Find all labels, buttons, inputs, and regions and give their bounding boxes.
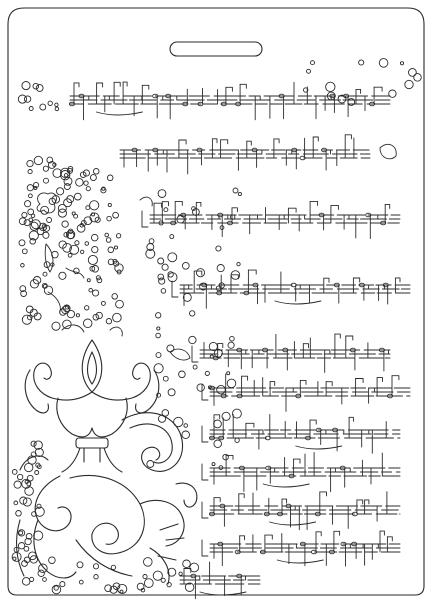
music-staff xyxy=(202,492,400,530)
dot xyxy=(59,272,66,279)
dot xyxy=(112,294,118,300)
dot xyxy=(23,498,31,506)
dot xyxy=(193,365,197,369)
dot xyxy=(62,221,68,227)
dot xyxy=(144,558,153,567)
dot xyxy=(28,170,32,174)
dot xyxy=(106,319,111,324)
dot xyxy=(161,578,165,582)
dot xyxy=(205,371,209,375)
dot xyxy=(111,565,115,569)
dot xyxy=(238,192,241,195)
dot xyxy=(179,572,182,575)
dot xyxy=(237,262,240,265)
dot xyxy=(116,234,120,238)
dot xyxy=(143,575,147,579)
dot xyxy=(63,320,72,329)
dot xyxy=(85,242,89,246)
dot xyxy=(167,582,171,586)
dot xyxy=(88,255,97,264)
music-staff xyxy=(142,201,400,238)
dot xyxy=(409,69,417,77)
dot xyxy=(182,431,190,439)
dot xyxy=(89,288,93,292)
dot xyxy=(414,74,422,82)
dot xyxy=(44,286,52,294)
hanging-slot xyxy=(170,42,262,56)
music-staff xyxy=(202,531,400,566)
dot xyxy=(137,583,144,590)
dot xyxy=(19,218,26,225)
dot xyxy=(38,570,44,576)
dot xyxy=(232,409,241,418)
dot xyxy=(85,306,89,310)
music-staff xyxy=(69,82,390,120)
music-staff xyxy=(172,270,410,308)
dot xyxy=(76,179,84,187)
fleur-de-lis-ornament xyxy=(25,340,159,472)
dot xyxy=(108,203,111,206)
dot xyxy=(219,283,224,288)
dot xyxy=(58,209,66,217)
dot xyxy=(13,557,16,560)
dot xyxy=(197,384,204,391)
dot xyxy=(16,511,22,517)
dot xyxy=(311,61,315,65)
music-staff xyxy=(120,135,370,174)
dot xyxy=(97,278,102,283)
dot xyxy=(216,246,221,251)
dot xyxy=(40,104,46,110)
dot xyxy=(43,166,48,171)
dot xyxy=(33,83,39,89)
dot xyxy=(156,333,161,338)
dot xyxy=(307,69,311,73)
dot xyxy=(48,101,52,105)
dot xyxy=(156,313,161,318)
dot xyxy=(87,279,90,282)
dot xyxy=(18,95,26,103)
dot xyxy=(76,314,79,317)
dot xyxy=(27,160,33,166)
dot xyxy=(52,322,60,330)
dot xyxy=(113,313,122,322)
dot xyxy=(162,264,168,270)
dot xyxy=(405,80,413,88)
dot xyxy=(43,272,47,276)
dot xyxy=(34,156,42,164)
dot xyxy=(91,234,98,241)
dot xyxy=(120,590,123,593)
dot xyxy=(90,201,99,210)
dot xyxy=(47,218,52,223)
dot xyxy=(190,311,195,316)
dot xyxy=(29,107,33,111)
dot xyxy=(75,241,79,245)
dot xyxy=(43,578,47,582)
dot xyxy=(94,575,98,579)
dot xyxy=(167,345,174,352)
dot xyxy=(400,62,403,65)
dot xyxy=(22,578,30,586)
dot xyxy=(228,342,234,348)
dot xyxy=(168,389,175,396)
dot xyxy=(379,59,388,68)
dot xyxy=(113,212,119,218)
dot xyxy=(158,258,164,264)
dot xyxy=(115,264,123,272)
dot xyxy=(106,238,111,243)
dot xyxy=(31,220,40,229)
dot xyxy=(68,253,72,257)
dot xyxy=(170,235,174,239)
dot xyxy=(107,216,112,221)
dot xyxy=(74,193,81,200)
dot xyxy=(77,562,83,568)
dot xyxy=(55,107,59,111)
dot xyxy=(25,463,33,471)
dot xyxy=(64,184,70,190)
dot xyxy=(54,586,58,590)
dot xyxy=(101,301,105,305)
dot xyxy=(19,531,23,535)
dot xyxy=(29,194,33,198)
dot xyxy=(52,585,61,594)
dot xyxy=(174,417,183,426)
dot xyxy=(147,461,154,468)
dot xyxy=(189,336,196,343)
dot xyxy=(157,327,160,330)
dot xyxy=(108,247,114,253)
dot xyxy=(158,190,166,198)
dot xyxy=(359,60,364,65)
dot xyxy=(209,342,217,350)
dot xyxy=(116,300,124,308)
music-staff xyxy=(202,453,400,492)
dot xyxy=(35,471,39,475)
dot xyxy=(182,262,189,269)
dot xyxy=(81,250,84,253)
dot xyxy=(57,188,64,195)
music-staves xyxy=(69,82,410,599)
dot xyxy=(212,463,215,466)
dot xyxy=(227,372,230,375)
dot xyxy=(86,187,90,191)
dot xyxy=(149,239,154,244)
dot xyxy=(22,212,27,217)
dot xyxy=(49,557,56,564)
dot xyxy=(60,582,65,587)
dot xyxy=(235,438,239,442)
dot xyxy=(196,269,204,277)
dot xyxy=(25,201,31,207)
music-staff xyxy=(180,562,260,599)
dot xyxy=(168,253,177,262)
dot xyxy=(29,218,33,222)
dot xyxy=(84,181,88,185)
dot xyxy=(158,274,164,280)
dot xyxy=(79,580,83,584)
dot xyxy=(159,278,165,284)
dot xyxy=(24,546,29,551)
dot xyxy=(214,420,222,428)
dot xyxy=(214,440,222,448)
dot xyxy=(227,379,236,388)
dot xyxy=(163,376,168,381)
dot xyxy=(27,185,33,191)
dot xyxy=(93,169,99,175)
dot xyxy=(114,246,117,249)
dot xyxy=(93,564,98,569)
dot xyxy=(164,208,168,212)
dot xyxy=(183,560,191,568)
dot xyxy=(90,175,96,181)
dot xyxy=(217,385,226,394)
dot xyxy=(12,470,17,475)
dot xyxy=(67,310,74,317)
dot xyxy=(233,188,238,193)
dot xyxy=(14,501,18,505)
music-staff xyxy=(192,334,390,372)
dot xyxy=(161,289,166,294)
dot xyxy=(72,212,75,215)
dot xyxy=(107,175,113,181)
dot xyxy=(92,246,98,252)
dot xyxy=(105,233,109,237)
dot xyxy=(83,319,92,328)
dot xyxy=(22,82,30,90)
dot xyxy=(39,564,48,573)
dot xyxy=(19,240,25,246)
dot xyxy=(230,336,235,341)
dot xyxy=(86,206,90,210)
dot xyxy=(179,371,186,378)
dot xyxy=(217,265,224,272)
dot xyxy=(184,424,188,428)
music-staff xyxy=(202,415,400,454)
dot xyxy=(144,579,153,588)
dot xyxy=(326,82,335,91)
dot xyxy=(31,214,35,218)
dot xyxy=(30,239,36,245)
dot xyxy=(183,293,191,301)
dot xyxy=(93,290,99,296)
dot xyxy=(22,249,27,254)
dot xyxy=(21,264,25,268)
dot xyxy=(44,178,49,183)
dot xyxy=(55,103,58,106)
dot xyxy=(14,481,21,488)
dot xyxy=(156,353,161,358)
dot xyxy=(17,474,22,479)
dot xyxy=(153,571,162,580)
